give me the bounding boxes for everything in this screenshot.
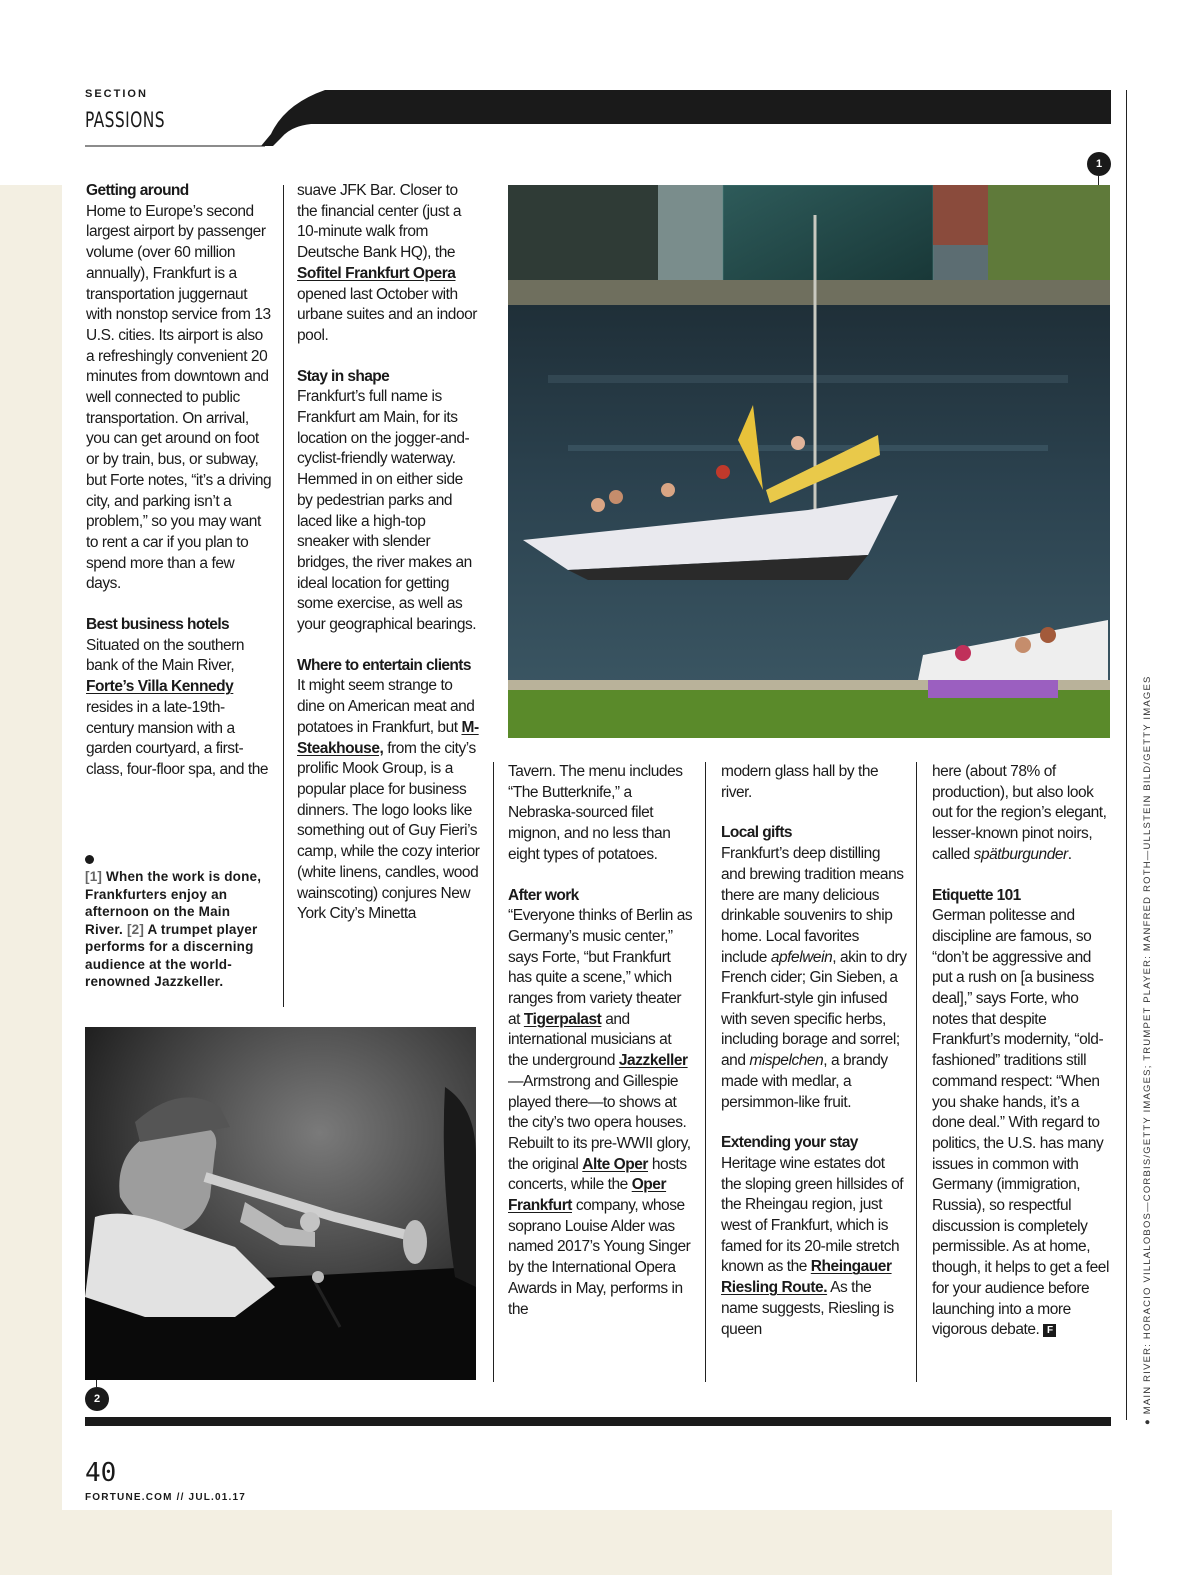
footer-site-date: FORTUNE.COM // JUL.01.17 [85,1492,247,1503]
link-oper-frankfurt[interactable]: Oper Frankfurt [508,1176,667,1215]
subhead-etiquette-101: Etiquette 101 [932,886,1021,904]
badge-leader-line [96,1380,97,1387]
column-rule [283,185,284,1007]
link-villa-kennedy[interactable]: Forte’s Villa Kennedy [86,678,234,696]
cream-margin-bottom [0,1510,1112,1575]
section-title: PASSIONS [85,108,165,132]
caption-number-1: [1] [85,869,103,884]
subhead-business-hotels: Best business hotels [86,616,230,634]
link-m-steakhouse[interactable]: M-Steakhouse, [297,718,479,757]
photo-caption: [1] When the work is done, Frankfurters enjoy an afternoon on the Main River. [2] A trumpet player performs for a discerning audience at the world-renowned Jazzkeller. [85,855,265,991]
subhead-stay-in-shape: Stay in shape [297,367,390,385]
paragraph: German politesse and discipline are famous, so “don’t be aggressive and put a rush on [a business deal],” says Forte, who notes that despite Frankfurt’s modernity, “old-fashioned” traditions still command respect: “When you shake hands, it’s a done deal.” With regard to politics, the U.S. has many issues in common with Germany (immigration, Russia), so respectful discussion is completely permissible. As at home, though, it helps to get a feel for your audience before launching into a more vigorous debate. F [932,907,1109,1339]
link-alte-oper[interactable]: Alte Oper [582,1155,649,1173]
photo-credit: ● MAIN RIVER: HORACIO VILLALOBOS—CORBIS/GETTY IMAGES; TRUMPET PLAYER: MANFRED ROTH—ULLSTEIN BILD/GETTY IMAGES [1142,675,1153,1425]
article-column-5 [932,762,1112,1361]
trumpet-player-illustration [85,1027,476,1380]
paragraph: It might seem strange to dine on American meat and potatoes in Frankfurt, but M-Steakhouse, from the city’s prolific Mook Group, is a popular place for business dinners. The logo looks like something out of Guy Fieri’s camp, while the cozy interior (white linens, candles, wood wainscoting) conjures New York City’s Minetta [297,677,480,923]
caption-number-2: [2] [126,921,145,937]
main-river-illustration [508,185,1110,738]
photo-badge-2: 2 [85,1387,109,1411]
link-jazzkeller[interactable]: Jazzkeller [618,1052,688,1070]
page-edge-rule [1126,90,1127,1420]
paragraph: here (about 78% of production), but also look out for the region’s elegant, lesser-known pinot noirs, called spätburgunder. [932,763,1107,863]
paragraph: Tavern. The menu includes “The Butterknife,” a Nebraska-sourced filet mignon, and no less than eight types of potatoes. [508,763,683,863]
section-header-band [85,90,1111,148]
camera-icon: ● [1142,1414,1153,1425]
footer-bar [85,1417,1111,1426]
paragraph: Frankfurt’s deep distilling and brewing tradition means there are many delicious drinkable souvenirs to ship home. Local favorites include apfelwein, akin to dry French cider; Gin Sieben, a Frankfurt-style gin infused with seven specific herbs, including borage and sorrel; and mispelchen, a brandy made with medlar, a persimmon-like fruit. [721,845,907,1111]
subhead-local-gifts: Local gifts [721,824,792,842]
badge-leader-line [1098,176,1099,185]
photo-trumpet-player [85,1027,476,1380]
paragraph: Home to Europe’s second largest airport by passenger volume (over 60 million annually), Frankfurt is a transportation juggernaut with nonstop service from 13 U.S. cities. Its airport is also a refreshingly convenient 20 minutes from downtown and well connected to public transportation. On arrival, you can get around on foot or by train, bus, or subway, but Forte notes, “it’s a driving city, and parking isn’t a problem,” so you may want to rent a car if you plan to spend more than a few days. [86,202,272,593]
fortune-end-mark-icon: F [1043,1324,1056,1337]
link-rheingauer-riesling-route[interactable]: Rheingauer Riesling Route. [721,1258,892,1297]
article-column-3 [508,762,694,1340]
article-column-1 [86,181,272,801]
link-tigerpalast[interactable]: Tigerpalast [523,1010,602,1028]
subhead-getting-around: Getting around [86,182,189,199]
paragraph: Frankfurt’s full name is Frankfurt am Main, for its location on the jogger-and-cyclist-friendly waterway. Hemmed in on either side by pedestrian parks and laced like a high-top sneaker with slender bridges, the river makes an ideal location for getting some exercise, as well as your geographical bearings. [297,388,477,634]
page-number: 40 [85,1458,117,1488]
paragraph: modern glass hall by the river. [721,763,879,801]
subhead-entertain-clients: Where to entertain clients [297,656,471,674]
section-label: SECTION [85,88,148,100]
camera-icon [85,855,94,864]
paragraph: Situated on the southern bank of the Main River, Forte’s Villa Kennedy resides in a late-19th-century mansion with a garden courtyard, a first-class, four-floor spa, and the [86,636,269,778]
paragraph: “Everyone thinks of Berlin as Germany’s music center,” says Forte, “but Frankfurt has quite a scene,” which ranges from variety theater at Tigerpalast and international musicians at the underground Jazzkeller—Armstrong and Gillespie played there—to shows at the city’s two opera houses. Rebuilt to its pre-WWII glory, the original Alte Oper hosts concerts, while the Oper Frankfurt company, whose soprano Louise Alder was named 2017’s Young Singer by the International Opera Awards in May, performs in the [508,907,693,1318]
paragraph: suave JFK Bar. Closer to the financial center (just a 10-minute walk from Deutsche Bank HQ), the Sofitel Frankfurt Opera opened last October with urbane suites and an indoor pool. [297,182,478,344]
photo-badge-1: 1 [1087,152,1111,176]
column-rule [916,762,917,1382]
subhead-after-work: After work [508,886,579,904]
paragraph: Heritage wine estates dot the sloping green hillsides of the Rheingau region, just west of Frankfurt, which is famed for its 20-mile stretch known as the Rheingauer Riesling Route. As the name suggests, Riesling is queen [721,1154,904,1338]
subhead-extending-stay: Extending your stay [721,1134,858,1152]
photo-main-river [508,185,1110,738]
cream-margin-left [0,185,62,1575]
article-column-4 [721,762,907,1360]
link-sofitel-frankfurt-opera[interactable]: Sofitel Frankfurt Opera [297,264,456,282]
column-rule [493,762,494,1382]
article-column-2 [297,181,481,945]
column-rule [705,762,706,1382]
